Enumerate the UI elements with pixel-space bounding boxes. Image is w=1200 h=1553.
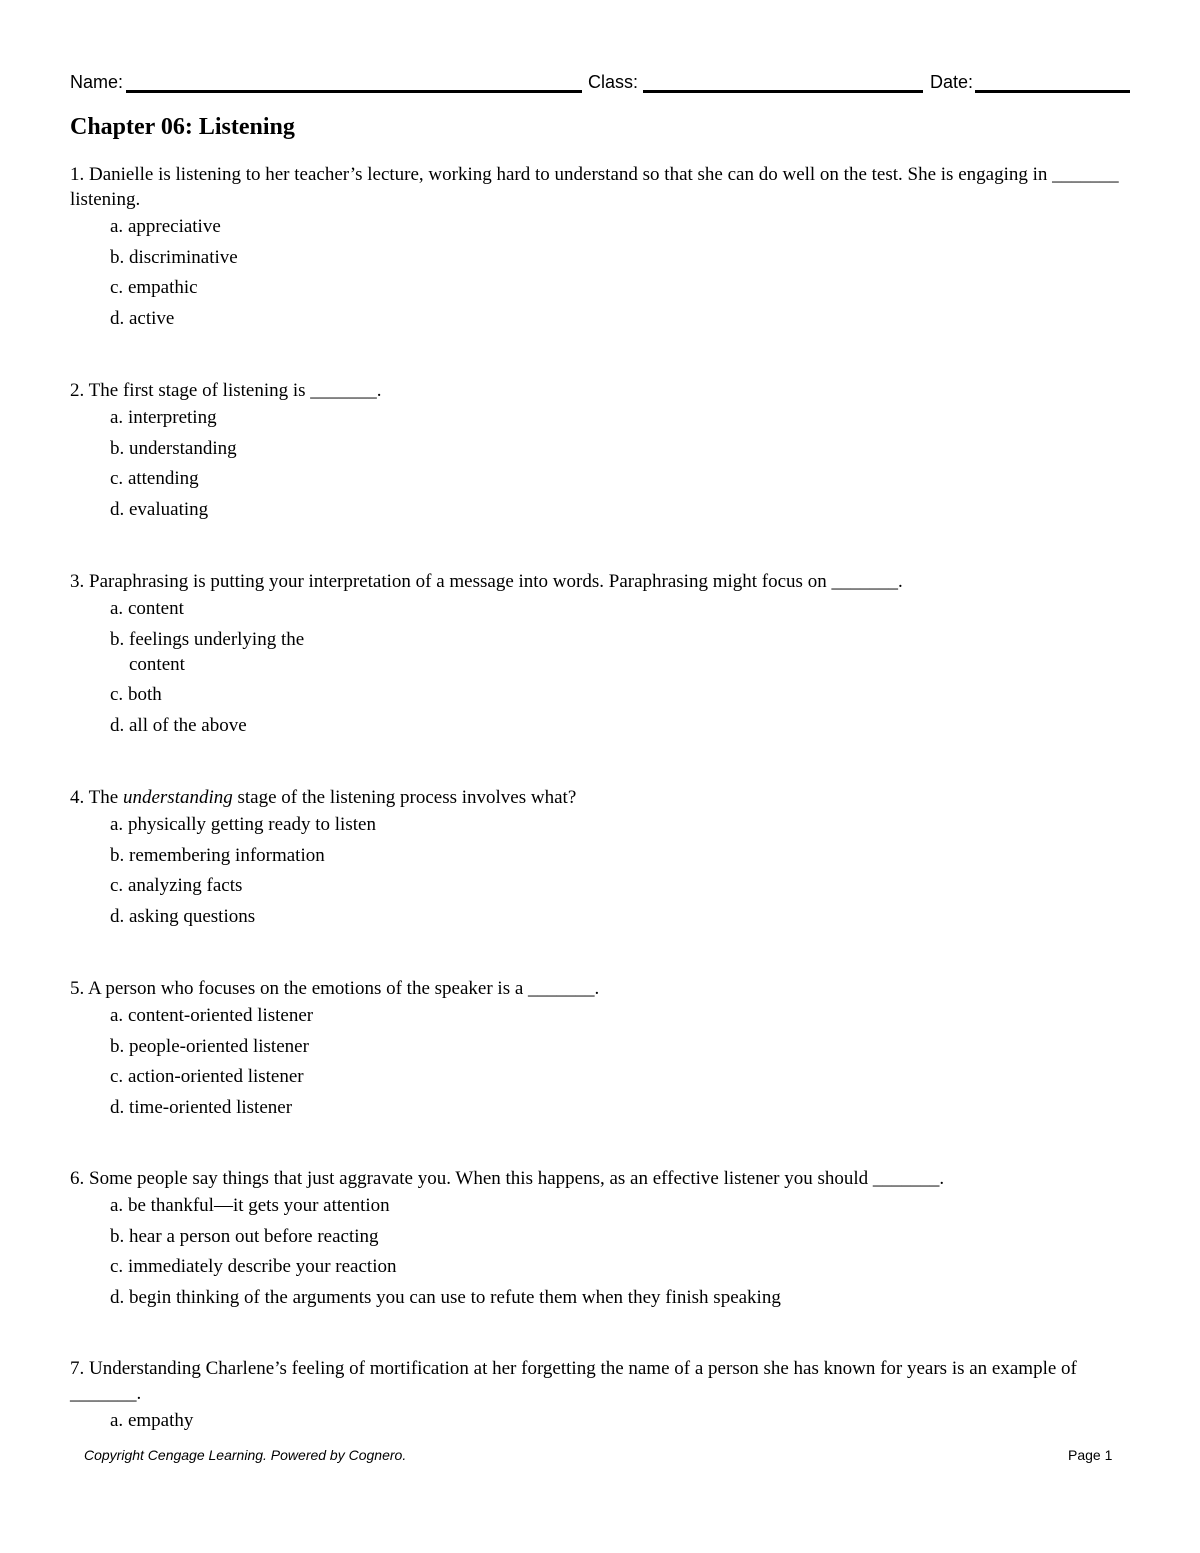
answer-option-c[interactable] [110,466,1130,491]
question-stem [70,378,1130,403]
question-text: The first stage of listening is _______. [88,380,382,401]
question-stem [70,1356,1130,1406]
answer-option-b[interactable] [110,245,1130,270]
answer-option-d[interactable] [110,497,1130,522]
question-number: 3. [70,571,85,592]
question-stem [70,785,1130,810]
option-letter: a. [110,1410,124,1431]
question-text: Some people say things that just aggravate you. When this happens, as an effective listener you should _______. [89,1168,945,1189]
question-2 [70,378,1130,527]
option-text: feelings underlying the content [129,628,305,675]
option-letter: c. [110,875,124,896]
answer-option-c[interactable] [110,873,1130,898]
option-letter: b. [110,246,125,268]
option-letter: c. [110,468,124,489]
answer-options [70,1408,1130,1433]
question-number: 2. [70,380,85,401]
answer-option-d[interactable] [110,1285,1130,1310]
answer-option-a[interactable] [110,812,1130,837]
class-label: Class: [588,72,639,92]
option-text: discriminative [129,246,238,268]
answer-option-d[interactable] [110,306,1130,331]
option-text: appreciative [127,216,221,237]
question-text: A person who focuses on the emotions of the speaker is a _______. [87,978,600,999]
answer-options [70,405,1130,522]
option-text: begin thinking of the arguments you can use to refute them when they finish speaking [129,1286,781,1308]
answer-option-a[interactable] [110,596,1130,621]
option-letter: d. [110,1096,125,1118]
option-text: empathic [127,277,198,298]
option-text: content [127,598,184,619]
question-text: Understanding Charlene’s feeling of mortification at her forgetting the name of a person she has known for years is an example of _______. [70,1358,1077,1404]
question-stem [70,976,1130,1001]
option-letter: a. [110,407,124,428]
answer-option-a[interactable] [110,405,1130,430]
question-3 [70,569,1130,743]
answer-option-b[interactable] [110,627,1130,677]
answer-option-a[interactable] [110,1193,1130,1218]
option-letter: c. [110,277,124,298]
option-text: immediately describe your reaction [127,1256,397,1277]
question-stem [70,162,1130,212]
class-field[interactable] [643,90,923,93]
option-letter: b. [110,1035,125,1057]
option-text: understanding [129,437,237,459]
question-number: 5. [70,978,85,999]
option-text: asking questions [129,905,256,927]
answer-option-d[interactable] [110,713,1130,738]
question-5 [70,976,1130,1125]
answer-option-d[interactable] [110,904,1130,929]
option-letter: c. [110,684,124,705]
option-text: be thankful—it gets your attention [127,1195,390,1216]
option-text: content-oriented listener [127,1005,314,1026]
question-7 [70,1356,1130,1439]
option-letter: a. [110,1005,124,1026]
option-letter: a. [110,1195,124,1216]
option-text: all of the above [129,714,247,736]
option-letter: b. [110,628,125,650]
answer-options [70,1003,1130,1120]
answer-option-c[interactable] [110,1254,1130,1279]
option-text: active [129,307,175,329]
option-letter: b. [110,437,125,459]
emphasized-term: understanding [122,787,233,808]
copyright-notice: Copyright Cengage Learning. Powered by Cognero. [84,1447,407,1463]
name-label: Name: [70,72,124,92]
option-letter: d. [110,498,125,520]
answer-options [70,596,1130,738]
option-letter: c. [110,1256,124,1277]
option-text: analyzing facts [127,875,243,896]
option-text: remembering information [129,844,325,866]
option-text: interpreting [127,407,217,428]
option-letter: b. [110,1225,125,1247]
option-text: evaluating [129,498,209,520]
option-text: action-oriented listener [127,1066,304,1087]
question-stem [70,569,1130,594]
question-text: Paraphrasing is putting your interpretation of a message into words. Paraphrasing might focus on _______. [89,571,903,592]
answer-option-b[interactable] [110,843,1130,868]
name-field[interactable] [126,90,582,93]
answer-option-c[interactable] [110,1064,1130,1089]
question-4 [70,785,1130,934]
option-letter: b. [110,844,125,866]
question-stem [70,1166,1130,1191]
answer-option-d[interactable] [110,1095,1130,1120]
question-number: 7. [70,1358,85,1379]
question-number: 1. [70,164,85,185]
question-number: 6. [70,1168,85,1189]
answer-option-c[interactable] [110,275,1130,300]
option-letter: a. [110,598,124,619]
answer-options [70,812,1130,929]
option-letter: d. [110,714,125,736]
question-text: Danielle is listening to her teacher’s lecture, working hard to understand so that she can do well on the test. She is engaging in _______ listening. [70,164,1119,210]
option-text: hear a person out before reacting [129,1225,379,1247]
student-info-header [70,70,1130,96]
answer-option-a[interactable] [110,1408,1130,1433]
option-letter: a. [110,216,124,237]
answer-options [70,214,1130,331]
option-letter: d. [110,905,125,927]
option-text: people-oriented listener [129,1035,309,1057]
answer-option-c[interactable] [110,682,1130,707]
option-letter: d. [110,307,125,329]
option-letter: a. [110,814,124,835]
option-text: physically getting ready to listen [127,814,376,835]
answer-option-b[interactable] [110,436,1130,461]
option-text: both [127,684,162,705]
question-6 [70,1166,1130,1315]
question-text: The understanding stage of the listening process involves what? [88,787,577,808]
answer-option-a[interactable] [110,1003,1130,1028]
question-number: 4. [70,787,85,808]
chapter-title: Chapter 06: Listening [70,114,295,140]
date-field[interactable] [975,90,1130,93]
option-text: time-oriented listener [129,1096,293,1118]
answer-options [70,1193,1130,1310]
page-number: Page 1 [1068,1447,1113,1463]
answer-option-b[interactable] [110,1034,1130,1059]
answer-option-a[interactable] [110,214,1130,239]
option-letter: c. [110,1066,124,1087]
option-letter: d. [110,1286,125,1308]
answer-option-b[interactable] [110,1224,1130,1249]
option-text: empathy [127,1410,194,1431]
option-text: attending [127,468,199,489]
question-1 [70,162,1130,336]
date-label: Date: [930,72,974,92]
